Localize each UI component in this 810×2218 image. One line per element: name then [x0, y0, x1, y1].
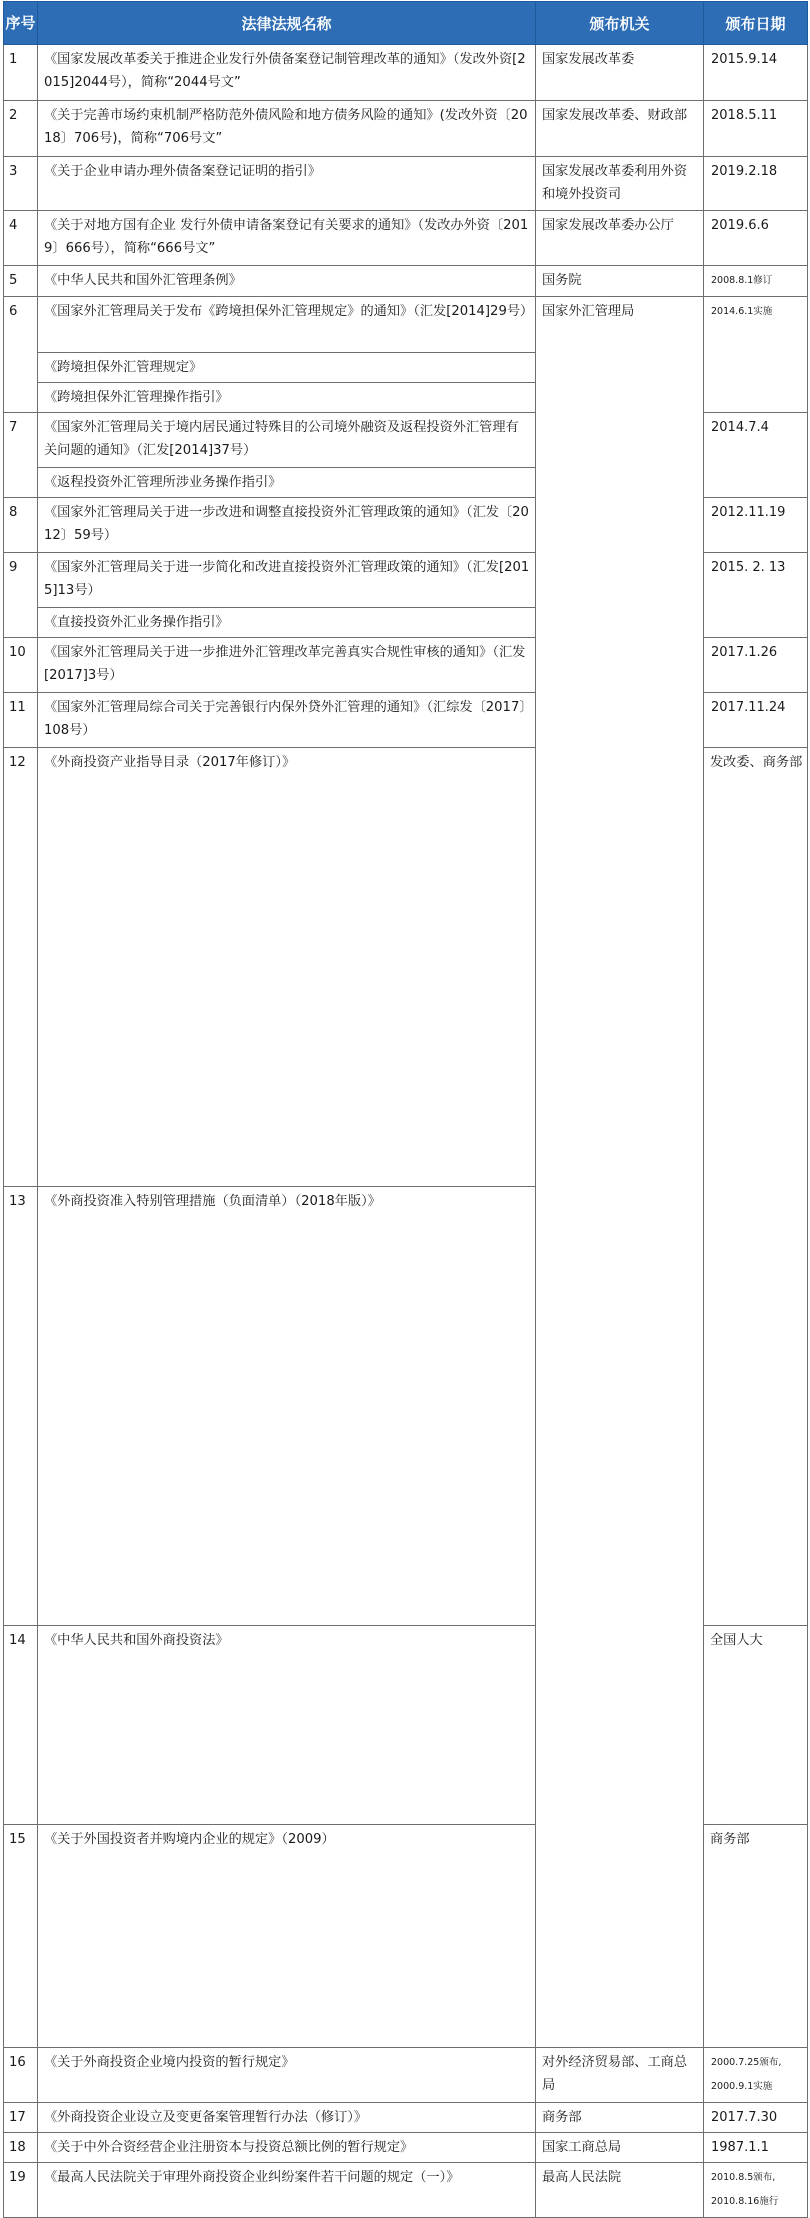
row-number: 13 — [4, 1187, 38, 1626]
regulations-table — [3, 1, 808, 2218]
issue-date: 2008.8.1修订 — [704, 266, 808, 297]
row-number: 5 — [4, 266, 38, 297]
regulation-name: 《外商投资产业指导目录（2017年修订）》 — [38, 748, 536, 1187]
regulation-name: 《跨境担保外汇管理规定》 — [38, 353, 536, 383]
issue-date: 2017.11.24 — [704, 693, 808, 748]
regulation-name: 《关于企业申请办理外债备案登记证明的指引》 — [38, 157, 536, 211]
table-row — [4, 2133, 808, 2163]
issue-date: 2015.9.14 — [704, 45, 808, 101]
issuing-authority: 国家工商总局 — [536, 2133, 704, 2163]
header-seq: 序号 — [4, 2, 38, 45]
regulation-name: 《关于外商投资企业境内投资的暂行规定》 — [38, 2048, 536, 2103]
table-header-row — [4, 2, 808, 45]
header-date: 颁布日期 — [704, 2, 808, 45]
regulation-name: 《国家外汇管理局关于进一步改进和调整直接投资外汇管理政策的通知》（汇发〔2012〕59号） — [38, 498, 536, 553]
table-row — [4, 2163, 808, 2218]
table-row — [4, 2103, 808, 2133]
header-name: 法律法规名称 — [38, 2, 536, 45]
regulation-name: 《外商投资企业设立及变更备案管理暂行办法（修订）》 — [38, 2103, 536, 2133]
issue-date: 2018.5.11 — [704, 101, 808, 157]
issuing-authority: 对外经济贸易部、工商总局 — [536, 2048, 704, 2103]
issue-date: 2014.7.4 — [704, 413, 808, 498]
issue-date: 2017.1.26 — [704, 638, 808, 693]
row-number: 12 — [4, 748, 38, 1187]
table-row — [4, 157, 808, 211]
issuing-authority: 国家发展改革委利用外资和境外投资司 — [536, 157, 704, 211]
row-number: 18 — [4, 2133, 38, 2163]
table-row — [4, 266, 808, 297]
row-number: 8 — [4, 498, 38, 553]
regulation-name: 《直接投资外汇业务操作指引》 — [38, 608, 536, 638]
effective-date-line: 2000.9.1实施 — [711, 2081, 773, 2092]
regulation-name: 《关于完善市场约束机制严格防范外债风险和地方债务风险的通知》(发改外资〔2018〕706号)，简称“706号文” — [38, 101, 536, 157]
row-number: 19 — [4, 2163, 38, 2218]
header-authority: 颁布机关 — [536, 2, 704, 45]
regulation-name: 《国家发展改革委关于推进企业发行外债备案登记制管理改革的通知》（发改外资[2015]2044号），简称“2044号文” — [38, 45, 536, 101]
regulation-name: 《外商投资准入特别管理措施（负面清单）（2018年版）》 — [38, 1187, 536, 1626]
issuing-authority: 全国人大 — [704, 1626, 808, 1825]
issue-date: 2012.11.19 — [704, 498, 808, 553]
issuing-authority: 商务部 — [704, 1825, 808, 2048]
table-row — [4, 2048, 808, 2103]
issue-date: 2014.6.1实施 — [704, 297, 808, 413]
issue-date — [704, 2163, 808, 2218]
row-number: 10 — [4, 638, 38, 693]
regulation-name: 《国家外汇管理局关于进一步简化和改进直接投资外汇管理政策的通知》（汇发[2015]13号） — [38, 553, 536, 608]
regulation-name: 《返程投资外汇管理所涉业务操作指引》 — [38, 468, 536, 498]
issue-date: 2017.7.30 — [704, 2103, 808, 2133]
regulation-name: 《最高人民法院关于审理外商投资企业纠纷案件若干问题的规定（一）》 — [38, 2163, 536, 2218]
row-number: 15 — [4, 1825, 38, 2048]
table-row — [4, 101, 808, 157]
regulations-table-container — [3, 1, 807, 2218]
row-number: 11 — [4, 693, 38, 748]
issuing-authority: 国家外汇管理局 — [536, 297, 704, 2048]
row-number: 2 — [4, 101, 38, 157]
row-number: 1 — [4, 45, 38, 101]
row-number: 6 — [4, 297, 38, 413]
regulation-name: 《跨境担保外汇管理操作指引》 — [38, 383, 536, 413]
regulation-name: 《中华人民共和国外商投资法》 — [38, 1626, 536, 1825]
issuing-authority: 最高人民法院 — [536, 2163, 704, 2218]
issuing-authority: 国家发展改革委、财政部 — [536, 101, 704, 157]
regulation-name: 《国家外汇管理局综合司关于完善银行内保外贷外汇管理的通知》（汇综发〔2017〕108号） — [38, 693, 536, 748]
table-row — [4, 297, 808, 353]
row-number: 3 — [4, 157, 38, 211]
issuing-authority: 国家发展改革委 — [536, 45, 704, 101]
issuing-authority: 国务院 — [536, 266, 704, 297]
row-number: 4 — [4, 211, 38, 266]
regulation-name: 《中华人民共和国外汇管理条例》 — [38, 266, 536, 297]
row-number: 14 — [4, 1626, 38, 1825]
row-number: 17 — [4, 2103, 38, 2133]
regulation-name: 《关于中外合资经营企业注册资本与投资总额比例的暂行规定》 — [38, 2133, 536, 2163]
issuing-authority: 国家发展改革委办公厅 — [536, 211, 704, 266]
row-number: 7 — [4, 413, 38, 498]
regulation-name: 《国家外汇管理局关于进一步推进外汇管理改革完善真实合规性审核的通知》（汇发[2017]3号） — [38, 638, 536, 693]
effective-date-line: 2010.8.16施行 — [711, 2196, 779, 2207]
regulation-name: 《关于对地方国有企业 发行外债申请备案登记有关要求的通知》（发改办外资〔2019〕666号），简称“666号文” — [38, 211, 536, 266]
regulation-name: 《国家外汇管理局关于发布《跨境担保外汇管理规定》的通知》（汇发[2014]29号） — [38, 297, 536, 353]
issue-date: 2019.2.18 — [704, 157, 808, 211]
issue-date: 2019.6.6 — [704, 211, 808, 266]
row-number: 16 — [4, 2048, 38, 2103]
issue-date — [704, 2048, 808, 2103]
issuing-authority: 发改委、商务部 — [704, 748, 808, 1626]
row-number: 9 — [4, 553, 38, 638]
issue-date-line: 2000.7.25颁布, — [711, 2057, 782, 2068]
issue-date: 1987.1.1 — [704, 2133, 808, 2163]
table-row — [4, 45, 808, 101]
issuing-authority: 商务部 — [536, 2103, 704, 2133]
regulation-name: 《关于外国投资者并购境内企业的规定》（2009） — [38, 1825, 536, 2048]
table-row — [4, 211, 808, 266]
regulation-name: 《国家外汇管理局关于境内居民通过特殊目的公司境外融资及返程投资外汇管理有关问题的通知》（汇发[2014]37号） — [38, 413, 536, 468]
issue-date: 2015. 2. 13 — [704, 553, 808, 638]
issue-date-line: 2010.8.5颁布, — [711, 2172, 776, 2183]
